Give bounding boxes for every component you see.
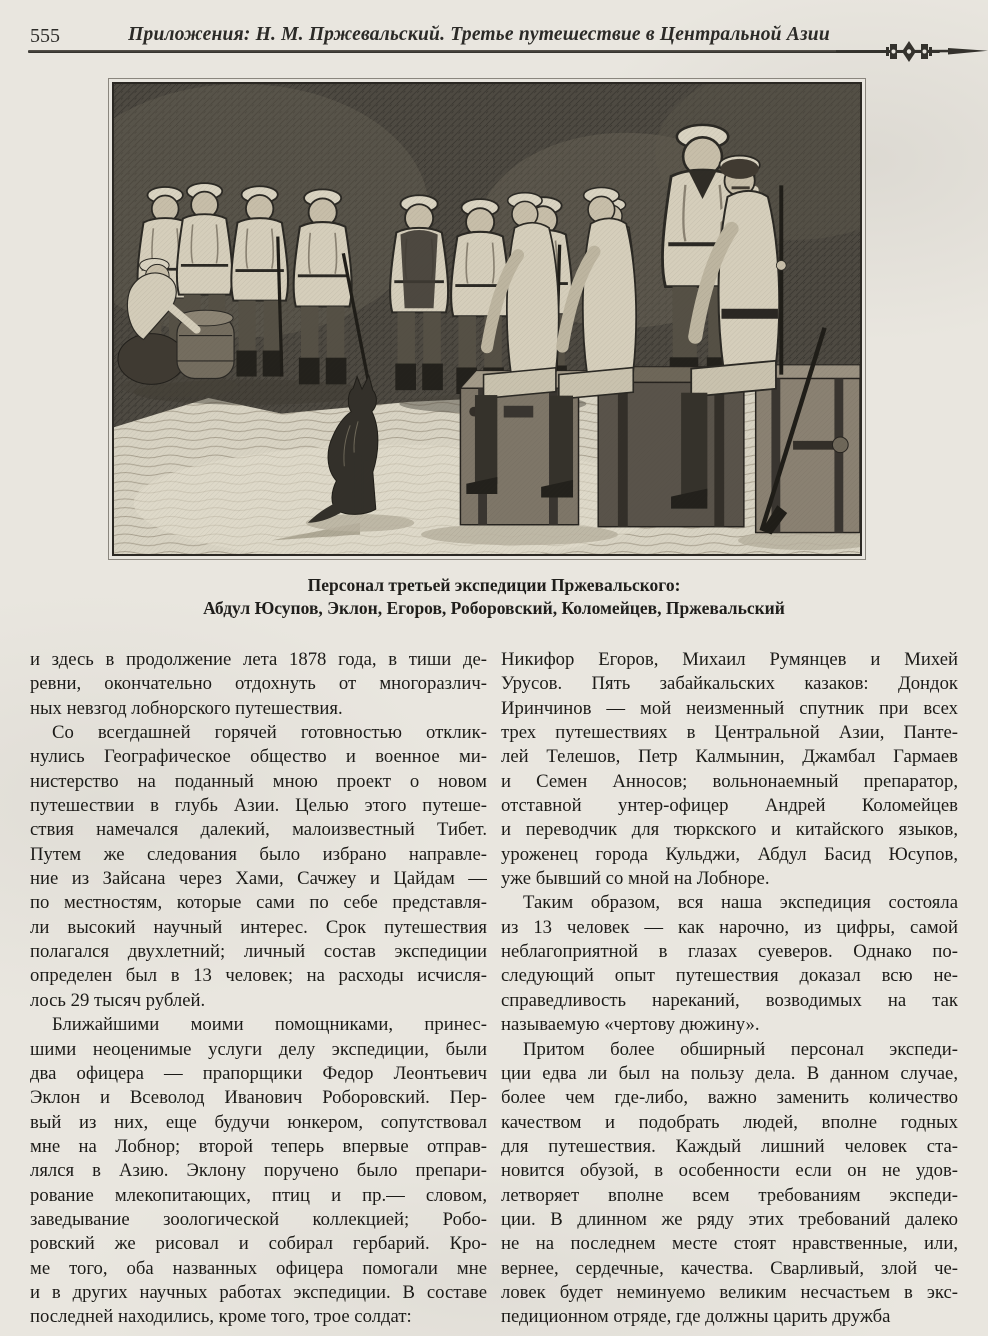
text-line: путешествии в глубь Азии. Целью этого путеше- xyxy=(30,795,487,817)
text-line: качеством и подобрать людей, вполне годных xyxy=(501,1111,958,1133)
text-line: лось 29 тысяч рублей. xyxy=(30,989,206,1011)
spear-ornament-icon xyxy=(836,38,988,64)
text-line: Со всегдашней горячей готовностью отклик- xyxy=(52,722,487,744)
text-line: ции едва ли был на пользу дела. В данном случае, xyxy=(501,1062,958,1084)
body-text xyxy=(30,648,958,1330)
text-line: Эклон и Всеволод Иванович Роборовский. Пер- xyxy=(30,1087,487,1109)
text-line: Путем же следования было избрано направле- xyxy=(30,843,487,865)
text-line: ние из Зайсана через Хами, Сачжеу и Цайдам — xyxy=(30,868,487,890)
text-column-left xyxy=(30,648,487,1330)
text-line: ловек будет неминуемо великим несчастьем в экс- xyxy=(501,1281,958,1303)
paragraph xyxy=(30,648,487,721)
paragraph xyxy=(501,1038,958,1330)
text-line: Урусов. Пять забайкальских казаков: Дондок xyxy=(501,673,958,695)
text-line: ции. В длинном же ряду этих требований далеко xyxy=(501,1208,958,1230)
page-number: 555 xyxy=(30,25,60,47)
text-line: уже бывший со мной на Лобноре. xyxy=(501,868,770,890)
paragraph xyxy=(501,648,958,891)
text-line: полагался двухлетний; личный состав экспедиции xyxy=(30,941,487,963)
text-line: Таким образом, вся наша экспедиция состояла xyxy=(523,892,958,914)
text-line: и здесь в продолжение лета 1878 года, в тиши де- xyxy=(30,649,487,670)
text-line: два офицера — прапорщики Федор Леонтьевич xyxy=(30,1062,487,1084)
text-line: заведывание зоологической коллекцией; Робо- xyxy=(30,1208,487,1230)
text-line: последней находились, кроме того, трое солдат: xyxy=(30,1306,412,1328)
text-line: по местностям, которые сами по себе представля- xyxy=(30,892,487,914)
text-line: более чем где-либо, важно заменить количество xyxy=(501,1087,958,1109)
text-line: вернее, сердечные, качества. Сварливый, злой че- xyxy=(501,1257,958,1279)
text-line: нулись Географическое общество и военное ми- xyxy=(30,746,487,768)
header-rule xyxy=(28,50,940,53)
text-line: рование млекопитающих, птиц и пр.— словом, xyxy=(30,1184,487,1206)
text-line: отставной унтер-офицер Андрей Коломейцев xyxy=(501,795,958,817)
text-line: определен был в 13 человек; на расходы исчисля- xyxy=(30,965,487,987)
text-line: трех путешествиях в Центральной Азии, Панте- xyxy=(501,722,958,744)
running-title: Приложения: Н. М. Пржевальский. Третье путешествие в Центральной Азии xyxy=(128,24,830,45)
text-line: вый из них, еще будучи юнкером, сопутствовал xyxy=(30,1111,487,1133)
text-line: из 13 человек — как нарочно, из цифры, самой xyxy=(501,916,958,938)
text-line: и переводчик для тюркского и китайского языков, xyxy=(501,819,958,841)
text-line: и Семен Анносов; вольнонаемный препаратор, xyxy=(501,770,958,792)
text-line: летворяет вполне всем требованиям экспеди- xyxy=(501,1184,958,1206)
figure-caption xyxy=(0,574,988,619)
figure-caption-names: Абдул Юсупов, Эклон, Егоров, Роборовский, Коломейцев, Пржевальский xyxy=(203,597,785,618)
text-line: лей Телешов, Петр Калмынин, Джамбал Гармаев xyxy=(501,746,958,768)
text-line: новится обузой, в особенности если он не удов- xyxy=(501,1160,958,1182)
text-line: шими неоценимые услуги делу экспедиции, были xyxy=(30,1038,487,1060)
text-line: ревни, окончательно отдохнуть от многоразлич- xyxy=(30,673,487,695)
paragraph xyxy=(30,721,487,1013)
text-line: Ближайшими моими помощниками, принес- xyxy=(52,1014,487,1036)
text-line: мне на Лобнор; второй теперь впервые отправ- xyxy=(30,1135,487,1157)
text-line: ме того, оба названных офицера помогали мне xyxy=(30,1257,487,1279)
text-line: Иринчинов — мой неизменный спутник при всех xyxy=(501,697,958,719)
text-line: для путешествия. Каждый лишний человек ста- xyxy=(501,1135,958,1157)
text-line: Никифор Егоров, Михаил Румянцев и Михей xyxy=(501,649,958,670)
text-line: не на последнем месте стоят нравственные, или, xyxy=(501,1233,958,1255)
text-line: следующий опыт путешествия доказал всю не- xyxy=(501,965,958,987)
expedition-engraving xyxy=(108,78,866,560)
text-line: ровский же рисовал и собирал гербарий. Кро- xyxy=(30,1233,487,1255)
engraving-image xyxy=(114,84,860,554)
figure-caption-title: Персонал третьей экспедиции Пржевальского: xyxy=(307,575,681,595)
text-line: ли высокий научный интерес. Срок путешествия xyxy=(30,916,487,938)
text-line: ных невзгод лобнорского путешествия. xyxy=(30,697,343,719)
text-column-right xyxy=(501,648,958,1330)
text-line: уроженец города Кульджи, Абдул Басид Юсупов, xyxy=(501,843,958,865)
text-line: называемую «чертову дюжину». xyxy=(501,1014,760,1036)
text-line: педиционном отряде, где должны царить дружба xyxy=(501,1306,891,1328)
paragraph xyxy=(30,1013,487,1329)
text-line: справедливость нареканий, возводимых на так xyxy=(501,989,958,1011)
text-line: Притом более обширный персонал экспеди- xyxy=(523,1038,958,1060)
text-line: неблагоприятной в глазах суеверов. Однако по- xyxy=(501,941,958,963)
text-line: и в других научных работах экспедиции. В составе xyxy=(30,1281,487,1303)
paragraph xyxy=(501,891,958,1037)
text-line: ствия намечался далекий, малоизвестный Тибет. xyxy=(30,819,487,841)
text-line: лялся в Азию. Эклону поручено было препари- xyxy=(30,1160,487,1182)
text-line: нистерство на поданный мною проект о новом xyxy=(30,770,487,792)
